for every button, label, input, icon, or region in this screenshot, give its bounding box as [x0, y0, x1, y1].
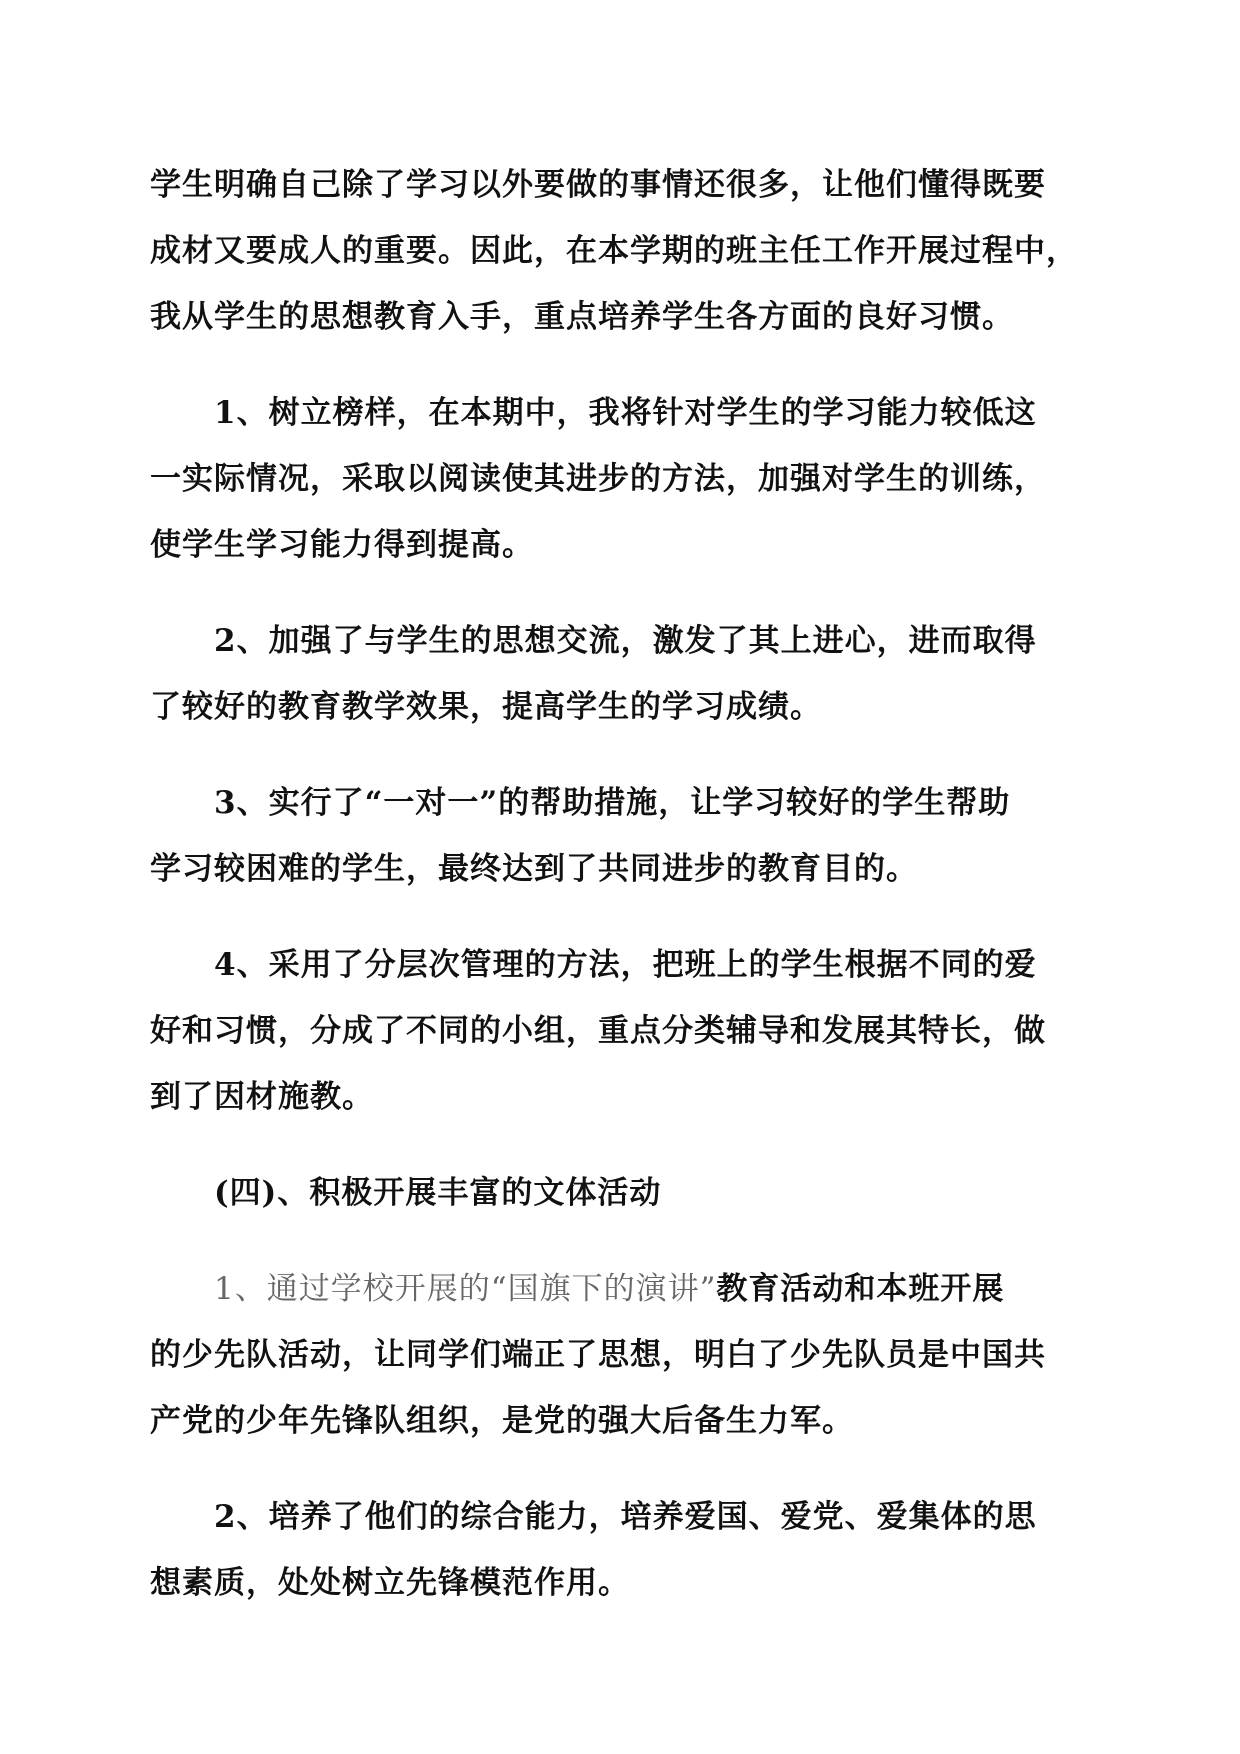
item-4-line-2: 好和习惯，分成了不同的小组，重点分类辅导和发展其特长，做	[150, 1013, 1046, 1049]
section-heading: (四)、积极开展丰富的文体活动	[214, 1175, 662, 1211]
paragraph-1-line-1: 学生明确自己除了学习以外要做的事情还很多，让他们懂得既要	[150, 167, 1046, 203]
item-2-line-2: 了较好的教育教学效果，提高学生的学习成绩。	[150, 689, 822, 725]
item-4-line-3: 到了因材施教。	[150, 1079, 374, 1115]
activity-1-line-1-bold: 教育活动和本班开展	[716, 1271, 1005, 1307]
activity-1-line-1	[214, 1269, 1004, 1309]
activity-2-line-1: 2、培养了他们的综合能力，培养爱国、爱党、爱集体的思	[214, 1499, 1037, 1535]
paragraph-1-line-3: 我从学生的思想教育入手，重点培养学生各方面的良好习惯。	[150, 299, 1014, 335]
item-3-line-2: 学习较困难的学生，最终达到了共同进步的教育目的。	[150, 851, 918, 887]
item-3-line-1: 3、实行了“一对一”的帮助措施，让学习较好的学生帮助	[214, 785, 1011, 821]
item-1-line-1: 1、树立榜样，在本期中，我将针对学生的学习能力较低这	[214, 395, 1037, 431]
item-1-line-3: 使学生学习能力得到提高。	[150, 527, 534, 563]
item-2-line-1: 2、加强了与学生的思想交流，激发了其上进心，进而取得	[214, 623, 1037, 659]
activity-1-line-1-light: 1、通过学校开展的“国旗下的演讲”	[214, 1271, 717, 1307]
activity-1-line-2: 的少先队活动，让同学们端正了思想，明白了少先队员是中国共	[150, 1337, 1046, 1373]
paragraph-1-line-2: 成材又要成人的重要。因此，在本学期的班主任工作开展过程中，	[150, 233, 1078, 269]
item-1-line-2: 一实际情况，采取以阅读使其进步的方法，加强对学生的训练，	[150, 461, 1046, 497]
activity-2-line-2: 想素质，处处树立先锋模范作用。	[150, 1565, 630, 1601]
activity-1-line-3: 产党的少年先锋队组织，是党的强大后备生力军。	[150, 1403, 854, 1439]
item-4-line-1: 4、采用了分层次管理的方法，把班上的学生根据不同的爱	[214, 947, 1037, 983]
